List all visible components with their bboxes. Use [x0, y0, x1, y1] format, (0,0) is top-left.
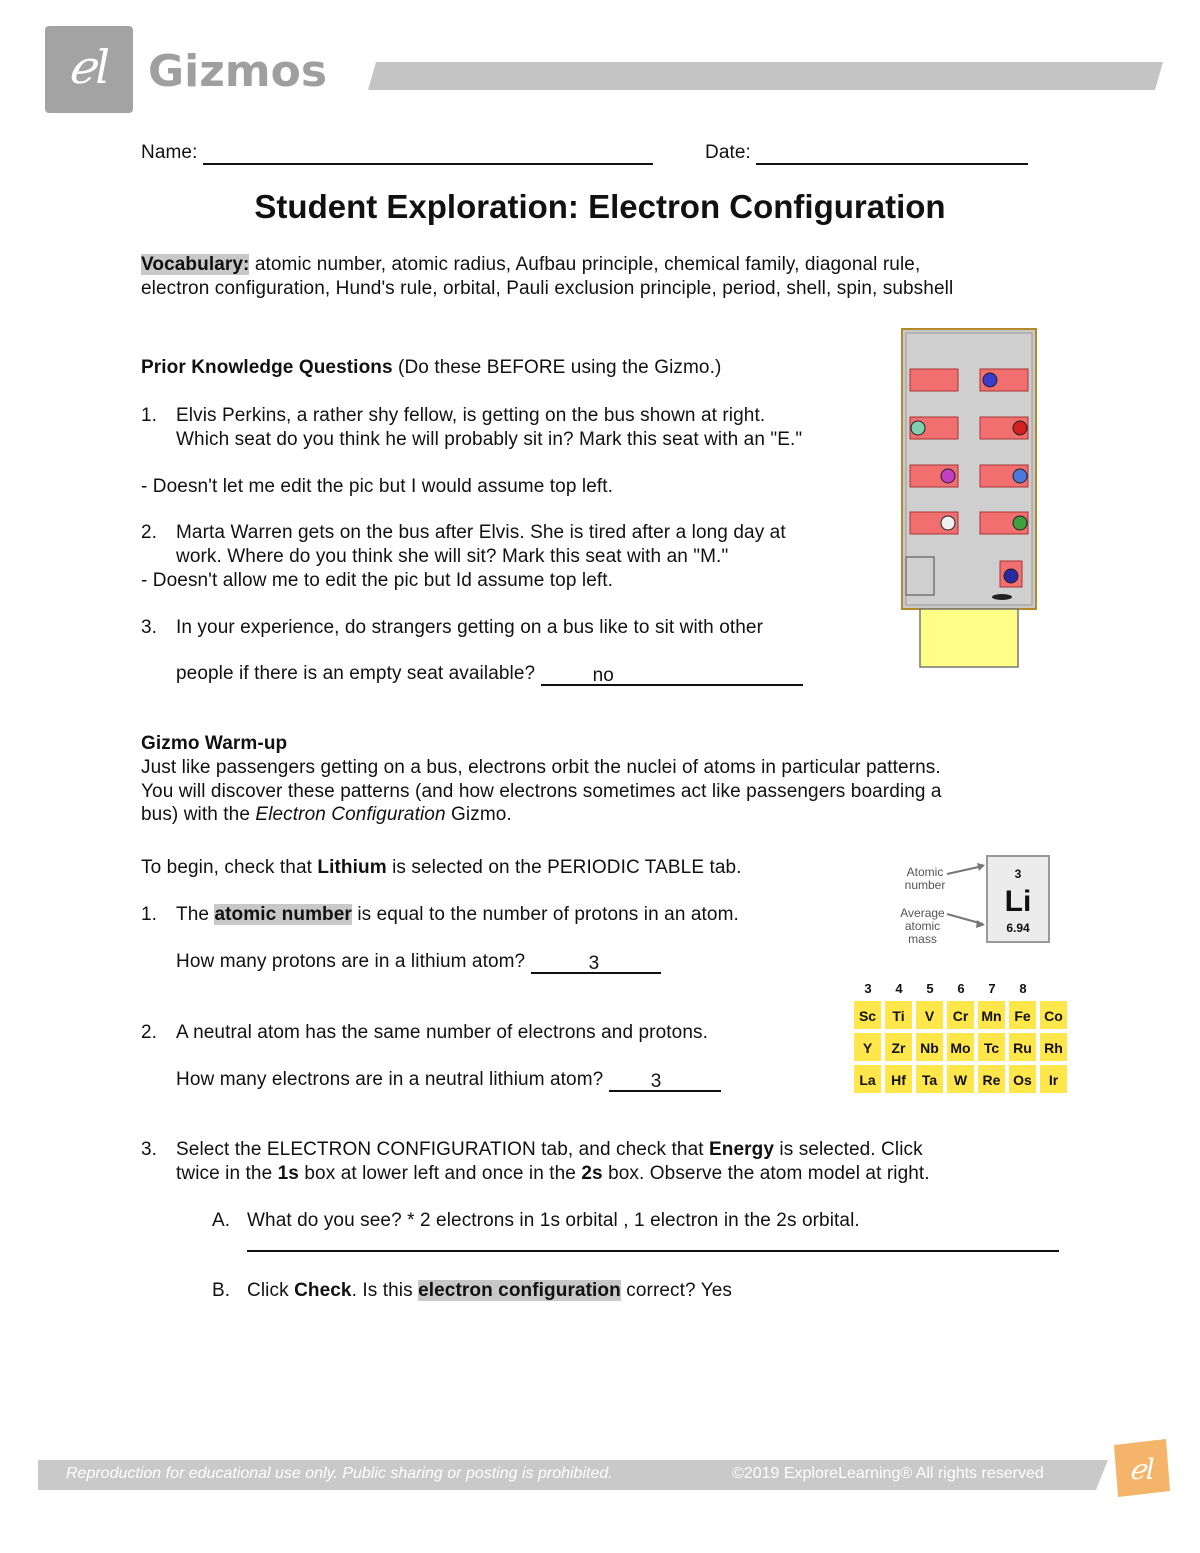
w3b-label: B. [212, 1280, 231, 1301]
element-cell: Hf [885, 1065, 914, 1095]
group-number-label: 3 [864, 981, 872, 996]
warmup-paragraph-1: Just like passengers getting on a bus, electrons orbit the nuclei of atoms in particular patterns. [141, 757, 941, 778]
q1-answer[interactable]: - Doesn't let me edit the pic but I would assume top left. [141, 476, 613, 497]
w3-l2-pre: twice in the [176, 1163, 273, 1184]
element-mass: 6.94 [1006, 921, 1030, 935]
w1-pre: The [176, 904, 210, 925]
explorelearning-logo [45, 26, 133, 113]
q3-line-2 [176, 662, 803, 686]
q1-line-2: Which seat do you think he will probably sit in? Mark this seat with an "E." [176, 429, 803, 450]
periodic-table-strip [858, 981, 1063, 1095]
vocabulary-label: Vocabulary: [141, 254, 250, 275]
element-cell: Cr [947, 1001, 976, 1031]
begin-instruction [141, 856, 742, 880]
w3-line-2 [176, 1162, 930, 1186]
passenger-icon [983, 373, 997, 387]
warmup-paragraph-3 [141, 803, 512, 827]
element-cell: Os [1009, 1065, 1038, 1095]
vocabulary-text-1: atomic number, atomic radius, Aufbau principle, chemical family, diagonal rule, [254, 254, 921, 275]
w3b-post[interactable]: correct? Yes [626, 1280, 733, 1301]
seat [910, 369, 958, 391]
name-blank[interactable] [203, 143, 653, 165]
w3a-label: A. [212, 1210, 231, 1231]
passenger-icon [911, 421, 925, 435]
prior-heading-title: Prior Knowledge Questions [141, 357, 393, 378]
date-field[interactable] [705, 141, 1028, 165]
element-cell: Rh [1040, 1033, 1069, 1063]
footer-notice: Reproduction for educational use only. Public sharing or posting is prohibited. [66, 1465, 613, 1482]
q1-number: 1. [141, 405, 158, 426]
bus-seating-image [902, 329, 1038, 669]
q3-answer-blank[interactable] [541, 664, 803, 686]
logo-mark: ℯl [68, 40, 110, 94]
w3-number: 3. [141, 1139, 158, 1160]
w2-question: How many electrons are in a neutral lithium atom? [176, 1069, 604, 1090]
w2-question-line [176, 1068, 721, 1092]
w1-post: is equal to the number of protons in an atom. [357, 904, 739, 925]
gizmo-name: Electron Configuration [255, 804, 446, 825]
element-cell: Re [978, 1065, 1007, 1095]
element-cell: Nb [916, 1033, 945, 1063]
element-cell: Tc [978, 1033, 1007, 1063]
group-number-label: 4 [895, 981, 903, 996]
element-cell: Sc [854, 1001, 883, 1031]
q3-question: people if there is an empty seat available? [176, 663, 536, 684]
atomic-number-caption: Atomic number [904, 865, 946, 892]
prior-heading-note: (Do these BEFORE using the Gizmo.) [398, 357, 722, 378]
w2-number: 2. [141, 1022, 158, 1043]
passenger-icon [1013, 516, 1027, 530]
w3b-pre: Click [247, 1280, 289, 1301]
w1-answer-blank[interactable] [531, 952, 661, 974]
element-number: 3 [1014, 867, 1022, 881]
q2-answer[interactable]: - Doesn't allow me to edit the pic but Id assume top left. [141, 570, 613, 591]
warmup-p3-pre: bus) with the [141, 804, 251, 825]
begin-element: Lithium [317, 857, 387, 878]
passenger-icon [941, 469, 955, 483]
q1-line-1: Elvis Perkins, a rather shy fellow, is getting on the bus shown at right. [176, 405, 766, 426]
element-cell: Co [1040, 1001, 1069, 1031]
header-bar [368, 62, 1163, 90]
element-cell: Mo [947, 1033, 976, 1063]
w3-l1-post: is selected. Click [779, 1139, 923, 1160]
passenger-icon [1013, 469, 1027, 483]
q3-line-1: In your experience, do strangers getting on a bus like to sit with other [176, 617, 764, 638]
element-cell: Ru [1009, 1033, 1038, 1063]
element-cell: Zr [885, 1033, 914, 1063]
w1-answer: 3 [588, 953, 600, 974]
w2-answer-blank[interactable] [609, 1070, 721, 1092]
w3-line-1 [176, 1138, 923, 1162]
bus-rear [920, 609, 1018, 667]
element-cell: Mn [978, 1001, 1007, 1031]
arrow-head [977, 863, 985, 871]
w3a-answer-line [247, 1250, 1059, 1252]
element-cell: V [916, 1001, 945, 1031]
element-cell: Ta [916, 1065, 945, 1095]
begin-pre: To begin, check that [141, 857, 312, 878]
element-cell: Fe [1009, 1001, 1038, 1031]
arrow-head [976, 920, 985, 928]
w3-l1-bold: Energy [709, 1139, 775, 1160]
group-number-label: 7 [988, 981, 996, 996]
w1-question-line [176, 950, 661, 974]
begin-post: is selected on the PERIODIC TABLE tab. [392, 857, 742, 878]
element-cell: Ti [885, 1001, 914, 1031]
steering-wheel-icon [992, 594, 1012, 600]
q2-number: 2. [141, 522, 158, 543]
w1-highlight: atomic number [214, 904, 352, 925]
average-mass-caption: Average atomic mass [900, 906, 945, 946]
group-number-label: 5 [926, 981, 934, 996]
q2-line-1: Marta Warren gets on the bus after Elvis. She is tired after a long day at [176, 522, 786, 543]
w3-l1-pre: Select the ELECTRON CONFIGURATION tab, and check that [176, 1139, 704, 1160]
prior-heading [141, 356, 721, 380]
brand-name: Gizmos [148, 46, 328, 97]
w2-answer: 3 [650, 1071, 662, 1092]
name-label: Name: [141, 142, 198, 163]
q3-number: 3. [141, 617, 158, 638]
name-field[interactable] [141, 141, 653, 165]
warmup-p3-post: Gizmo. [451, 804, 512, 825]
arrow-line [947, 866, 983, 874]
footer-copyright: ©2019 ExploreLearning® All rights reserved [732, 1465, 1044, 1482]
element-cell: La [854, 1065, 883, 1095]
warmup-paragraph-2: You will discover these patterns (and how electrons sometimes act like passengers boarding a [141, 781, 942, 802]
footer-logo-icon [1104, 1437, 1174, 1499]
q2-line-2: work. Where do you think she will sit? Mark this seat with an "M." [176, 546, 729, 567]
w3b-highlight: electron configuration [418, 1280, 621, 1301]
date-blank[interactable] [756, 143, 1028, 165]
date-label: Date: [705, 142, 751, 163]
w3-l2-bold-2: 2s [581, 1163, 603, 1184]
w3-l2-post: box. Observe the atom model at right. [608, 1163, 930, 1184]
footer-logo-mark: ℯl [1129, 1453, 1155, 1486]
w3b-text [247, 1279, 732, 1303]
element-symbol: Li [1004, 885, 1032, 918]
caption-arrows [945, 862, 989, 930]
page-title: Student Exploration: Electron Configuration [254, 188, 946, 225]
w1-statement [176, 903, 739, 927]
element-cell: Ir [1040, 1065, 1069, 1095]
driver-icon [1004, 569, 1018, 583]
w3-l2-bold-1: 1s [277, 1163, 299, 1184]
passenger-icon [941, 516, 955, 530]
w2-statement: A neutral atom has the same number of electrons and protons. [176, 1022, 708, 1043]
q3-answer: no [592, 665, 614, 686]
check-button-label: Check [294, 1280, 352, 1301]
vocabulary-text-2: electron configuration, Hund's rule, orbital, Pauli exclusion principle, period, shell, spin, subshell [141, 278, 954, 299]
passenger-icon [1013, 421, 1027, 435]
warmup-heading: Gizmo Warm-up [141, 733, 288, 754]
group-number-label: 6 [957, 981, 965, 996]
element-cell: W [947, 1065, 976, 1095]
element-cell: Y [854, 1033, 883, 1063]
w3a-answer[interactable]: What do you see? * 2 electrons in 1s orbital , 1 electron in the 2s orbital. [247, 1210, 860, 1231]
w3-l2-mid: box at lower left and once in the [304, 1163, 576, 1184]
w3b-mid: . Is this [351, 1280, 413, 1301]
lithium-element-card [986, 855, 1050, 943]
w1-number: 1. [141, 904, 158, 925]
w1-question: How many protons are in a lithium atom? [176, 951, 526, 972]
group-number-label: 8 [1019, 981, 1027, 996]
vocabulary-line-1 [141, 253, 920, 277]
